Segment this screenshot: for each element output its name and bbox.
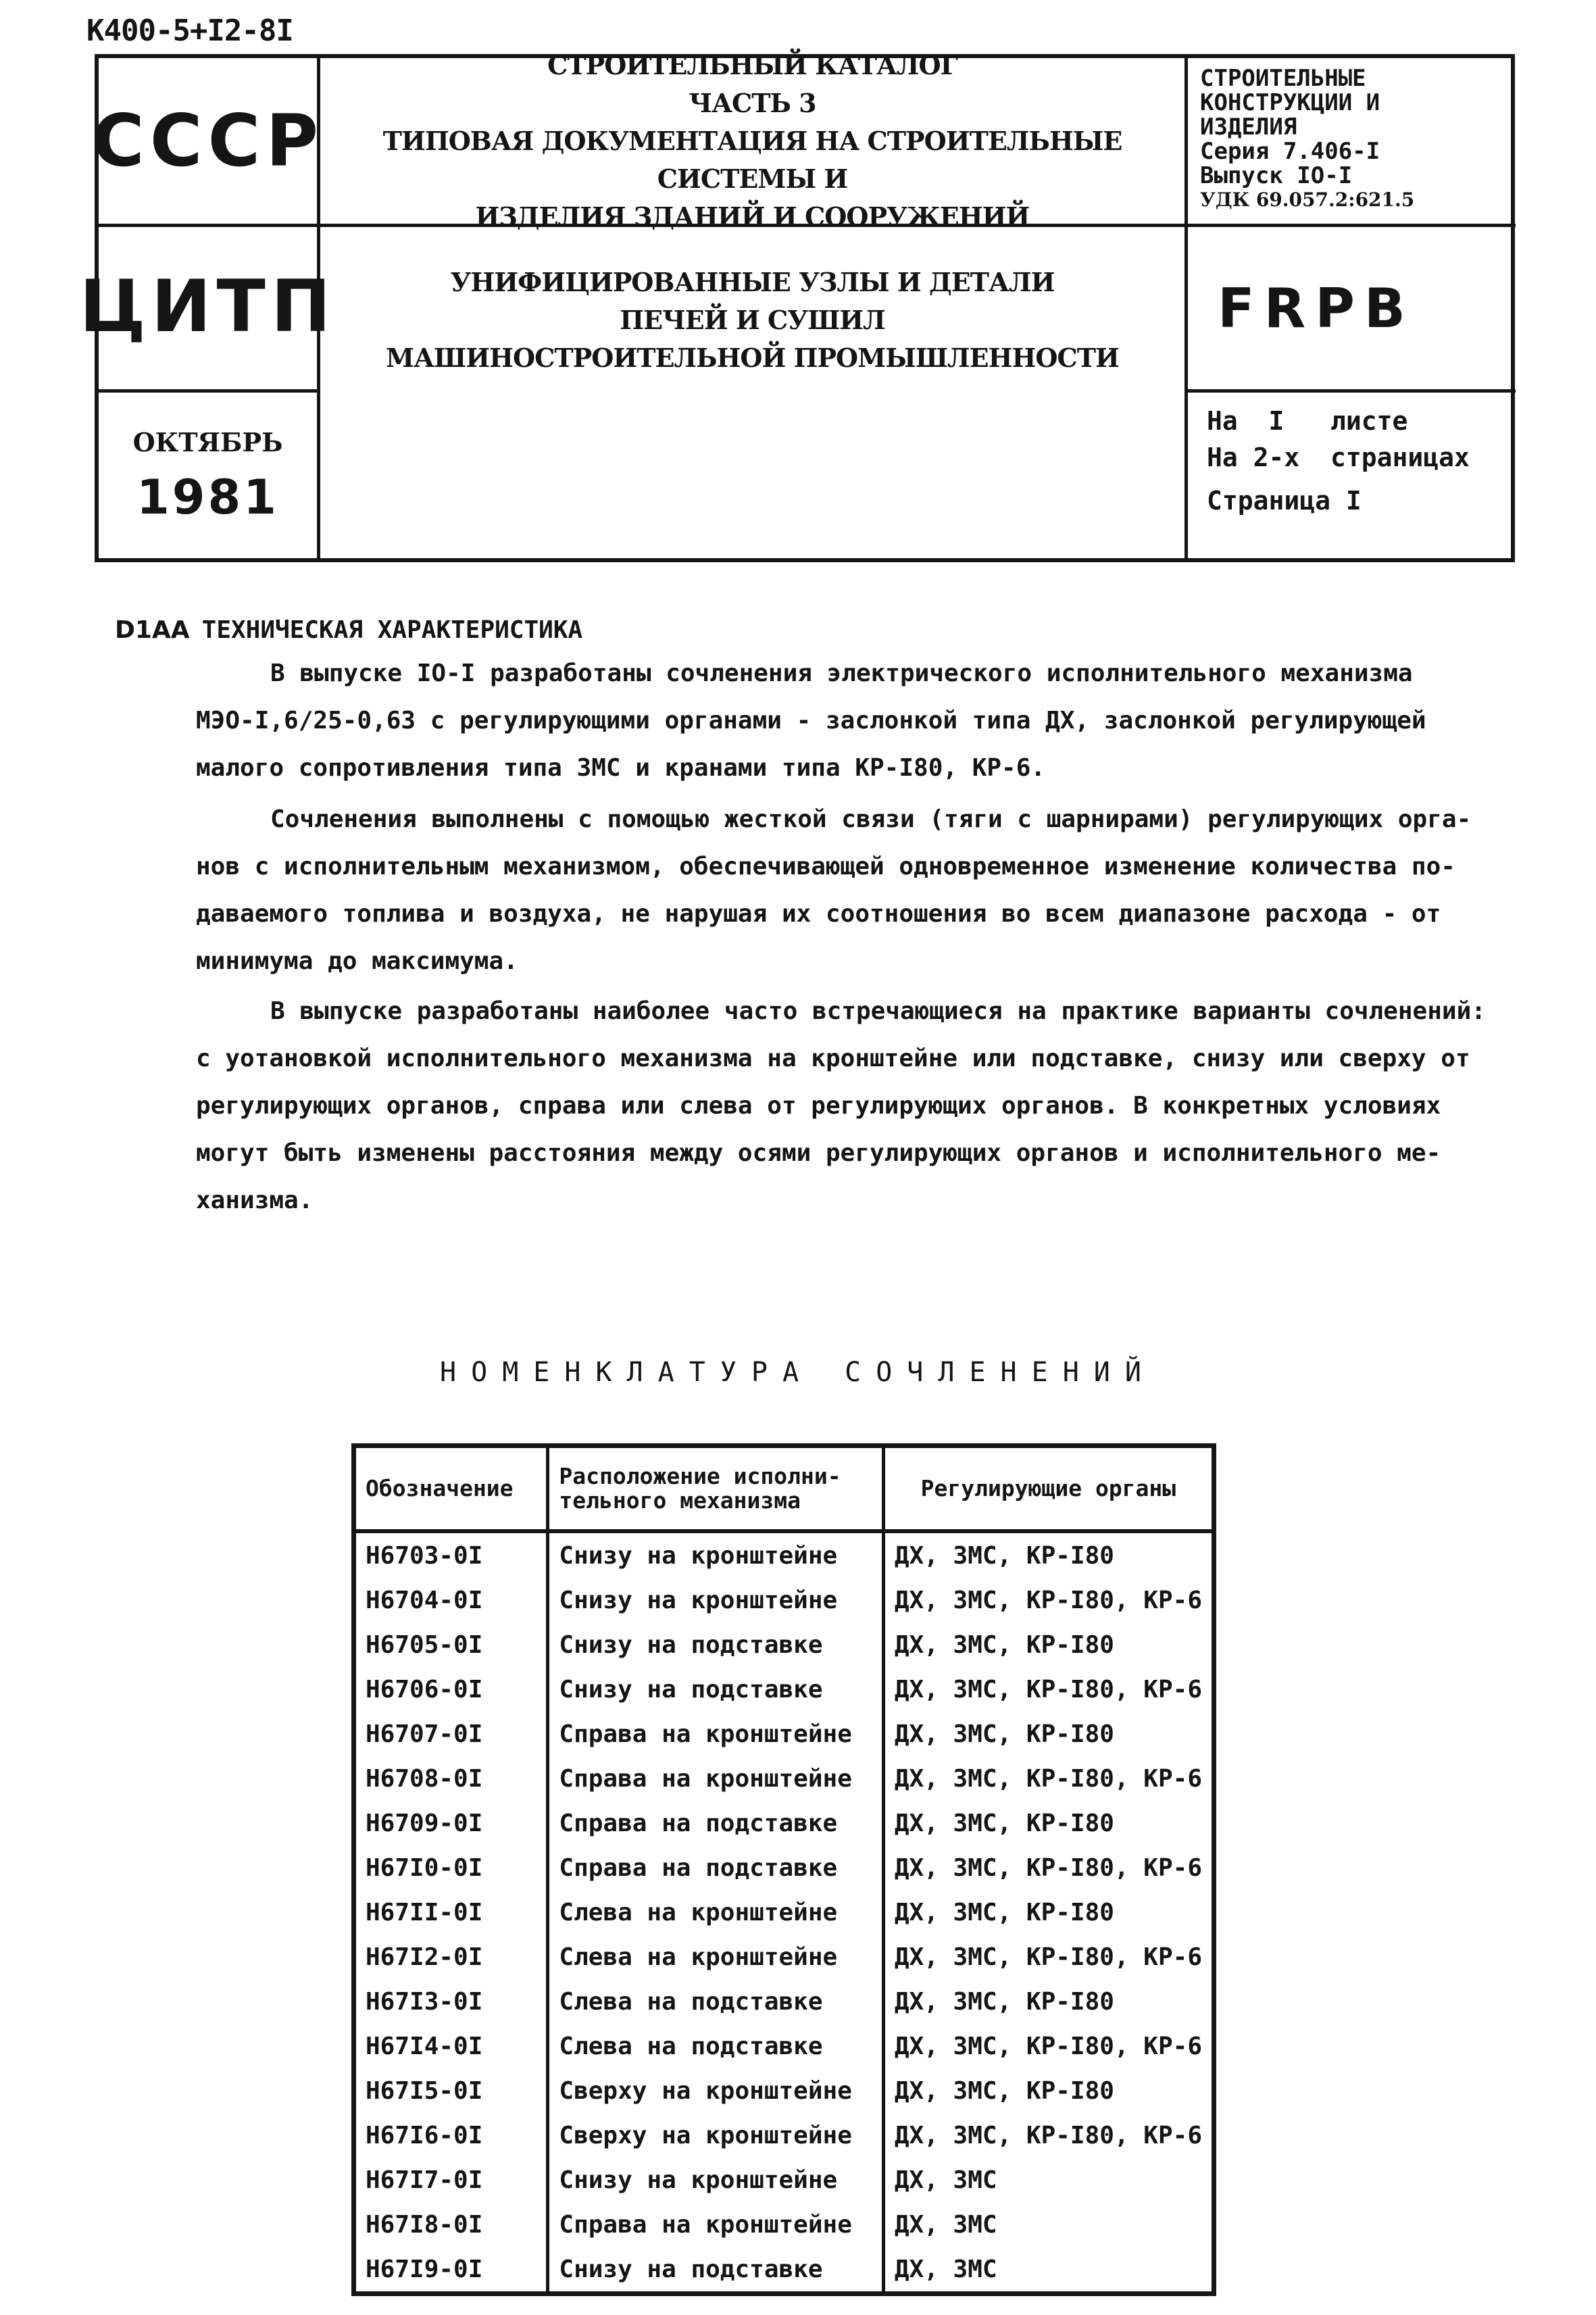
table-row bbox=[356, 2113, 1212, 2158]
text-line: ханизма. bbox=[196, 1187, 314, 1214]
cell-designation: Н67I3-0I bbox=[366, 1987, 483, 2016]
table-row bbox=[356, 2247, 1212, 2291]
table-row bbox=[356, 2158, 1212, 2202]
cell-placement: Сверху на кронштейне bbox=[548, 2068, 883, 2113]
cell-placement: Справа на кронштейне bbox=[548, 1712, 883, 1756]
title-line: ПЕЧЕЙ И СУШИЛ bbox=[620, 305, 885, 335]
cell-organs: ДХ, ЗМС, КР-I80, КР-6 bbox=[883, 1756, 1212, 1801]
sheet-info bbox=[1207, 403, 1511, 558]
month-label: ОКТЯБРЬ bbox=[132, 426, 283, 457]
cell-designation: Н6709-0I bbox=[366, 1809, 483, 1837]
table-row bbox=[356, 1712, 1212, 1756]
date-cell bbox=[99, 389, 317, 562]
cell-placement: Справа на подставке bbox=[548, 1845, 883, 1890]
cell-placement: Слева на кронштейне bbox=[548, 1890, 883, 1935]
udk-line: УДК 69.057.2:621.5 bbox=[1200, 189, 1415, 211]
document-title bbox=[320, 227, 1184, 382]
cell-designation: Н67I5-0I bbox=[366, 2076, 483, 2105]
header-regulating-organs: Регулирующие органы bbox=[883, 1448, 1212, 1531]
header-designation: Обозначение bbox=[356, 1448, 548, 1531]
cell-designation: Н6705-0I bbox=[366, 1631, 483, 1659]
catalog-line: ИЗДЕЛИЯ ЗДАНИЙ И СООРУЖЕНИЙ bbox=[475, 201, 1030, 232]
paragraph-3 bbox=[196, 988, 1486, 1224]
cell-placement: Справа на кронштейне bbox=[548, 2202, 883, 2247]
table-row bbox=[356, 1890, 1212, 1935]
cell-organs: ДХ, ЗМС bbox=[883, 2247, 1212, 2291]
year-label: 1981 bbox=[136, 469, 279, 525]
table-row bbox=[356, 1801, 1212, 1845]
cell-organs: ДХ, ЗМС, КР-I80, КР-6 bbox=[883, 2113, 1212, 2158]
country-label: СССР bbox=[91, 99, 324, 182]
sheet-line: На 2-х страницах bbox=[1207, 443, 1470, 472]
paragraph-1 bbox=[196, 650, 1466, 792]
title-line: УНИФИЦИРОВАННЫЕ УЗЛЫ И ДЕТАЛИ bbox=[450, 267, 1055, 297]
table-row bbox=[356, 1578, 1212, 1622]
cell-designation: Н67I9-0I bbox=[366, 2255, 483, 2283]
cell-designation: Н67I4-0I bbox=[366, 2032, 483, 2060]
series-line: Выпуск IO-I bbox=[1200, 162, 1353, 189]
cell-organs: ДХ, ЗМС, КР-I80 bbox=[883, 1801, 1212, 1845]
sheet-line: На I листе bbox=[1207, 406, 1408, 436]
table-row bbox=[356, 1935, 1212, 1979]
cell-designation: Н6707-0I bbox=[366, 1720, 483, 1748]
catalog-title bbox=[320, 49, 1184, 232]
cell-designation: Н67I8-0I bbox=[366, 2210, 483, 2239]
cell-placement: Слева на подставке bbox=[548, 2024, 883, 2068]
cell-placement: Слева на подставке bbox=[548, 1979, 883, 2024]
frpb-code: FRPB bbox=[1218, 276, 1415, 340]
cell-designation: Н67II-0I bbox=[366, 1898, 483, 1926]
paragraph-2 bbox=[196, 796, 1472, 985]
text-line: даваемого топлива и воздуха, не нарушая их соотношения во всем диапазоне расхода - от bbox=[196, 900, 1441, 928]
cell-placement: Снизу на подставке bbox=[548, 2247, 883, 2291]
section-heading bbox=[115, 616, 582, 644]
cell-designation: Н6708-0I bbox=[366, 1764, 483, 1793]
text-line: малого сопротивления типа ЗМС и кранами типа КР-I80, КР-6. bbox=[196, 754, 1046, 782]
cell-placement: Справа на подставке bbox=[548, 1801, 883, 1845]
text-line: нов с исполнительным механизмом, обеспечивающей одновременное изменение количества по- bbox=[196, 853, 1455, 880]
cell-placement: Снизу на кронштейне bbox=[548, 1578, 883, 1622]
catalog-line: СТРОИТЕЛЬНЫЙ КАТАЛОГ bbox=[547, 49, 957, 80]
series-info bbox=[1200, 66, 1511, 224]
title-line: МАШИНОСТРОИТЕЛЬНОЙ ПРОМЫШЛЕННОСТИ bbox=[386, 343, 1119, 373]
cell-placement: Сверху на кронштейне bbox=[548, 2113, 883, 2158]
cell-placement: Справа на кронштейне bbox=[548, 1756, 883, 1801]
text-line: минимума до максимума. bbox=[196, 947, 518, 975]
cell-designation: Н6704-0I bbox=[366, 1586, 483, 1614]
cell-organs: ДХ, ЗМС, КР-I80, КР-6 bbox=[883, 1845, 1212, 1890]
cell-organs: ДХ, ЗМС, КР-I80 bbox=[883, 1712, 1212, 1756]
cell-organs: ДХ, ЗМС, КР-I80, КР-6 bbox=[883, 1667, 1212, 1712]
table-row bbox=[356, 2068, 1212, 2113]
cell-placement: Слева на кронштейне bbox=[548, 1935, 883, 1979]
cell-organs: ДХ, ЗМС, КР-I80 bbox=[883, 1890, 1212, 1935]
header-placement: Расположение исполни-тельного механизма bbox=[548, 1448, 883, 1531]
table-body bbox=[356, 1531, 1212, 2291]
cell-organs: ДХ, ЗМС, КР-I80 bbox=[883, 1531, 1212, 1578]
cell-organs: ДХ, ЗМС, КР-I80, КР-6 bbox=[883, 1578, 1212, 1622]
cell-designation: Н6706-0I bbox=[366, 1675, 483, 1703]
cell-designation: Н67I0-0I bbox=[366, 1853, 483, 1882]
cell-organs: ДХ, ЗМС, КР-I80, КР-6 bbox=[883, 1935, 1212, 1979]
table-header-row bbox=[356, 1448, 1212, 1531]
text-line: В выпуске IO-I разработаны сочленения электрического исполнительного механизма bbox=[270, 659, 1413, 687]
document-code: К400-5+I2-8I bbox=[86, 14, 293, 48]
sheet-line: Страница I bbox=[1207, 486, 1362, 516]
table-row bbox=[356, 1622, 1212, 1667]
nomenclature-table bbox=[351, 1443, 1216, 2296]
cell-designation: Н6703-0I bbox=[366, 1541, 483, 1570]
text-line: В выпуске разработаны наиболее часто встречающиеся на практике варианты сочленений: bbox=[270, 997, 1486, 1025]
cell-organs: ДХ, ЗМС bbox=[883, 2202, 1212, 2247]
cell-designation: Н67I6-0I bbox=[366, 2121, 483, 2149]
table-row bbox=[356, 2024, 1212, 2068]
series-line: Серия 7.406-I bbox=[1200, 138, 1380, 165]
cell-designation: Н67I2-0I bbox=[366, 1943, 483, 1971]
table-row bbox=[356, 2202, 1212, 2247]
cell-organs: ДХ, ЗМС, КР-I80 bbox=[883, 1622, 1212, 1667]
title-block bbox=[79, 49, 1515, 562]
cell-designation: Н67I7-0I bbox=[366, 2166, 483, 2194]
cell-organs: ДХ, ЗМС, КР-I80 bbox=[883, 1979, 1212, 2024]
text-line: МЭО-I,6/25-0,63 с регулирующими органами - заслонкой типа ДХ, заслонкой регулирующей bbox=[196, 707, 1426, 735]
divider bbox=[1184, 389, 1516, 393]
table-row bbox=[356, 1756, 1212, 1801]
table-row bbox=[356, 1979, 1212, 2024]
table-row bbox=[356, 1845, 1212, 1890]
section-title: ТЕХНИЧЕСКАЯ ХАРАКТЕРИСТИКА bbox=[201, 616, 583, 644]
cell-organs: ДХ, ЗМС, КР-I80, КР-6 bbox=[883, 2024, 1212, 2068]
cell-organs: ДХ, ЗМС, КР-I80 bbox=[883, 2068, 1212, 2113]
catalog-line: ЧАСТЬ 3 bbox=[689, 87, 816, 118]
org-label: ЦИТП bbox=[79, 265, 336, 348]
section-tag: D1АА bbox=[115, 616, 190, 644]
table-row bbox=[356, 1667, 1212, 1712]
text-line: Сочленения выполнены с помощью жесткой связи (тяги с шарнирами) регулирующих орга- bbox=[270, 805, 1472, 833]
cell-placement: Снизу на подставке bbox=[548, 1667, 883, 1712]
series-line: СТРОИТЕЛЬНЫЕ bbox=[1200, 65, 1366, 92]
series-line: ИЗДЕЛИЯ bbox=[1200, 114, 1297, 141]
series-line: КОНСТРУКЦИИ И bbox=[1200, 89, 1380, 116]
cell-organs: ДХ, ЗМС bbox=[883, 2158, 1212, 2202]
table-title: НОМЕНКЛАТУРА СОЧЛЕНЕНИЙ bbox=[440, 1357, 1156, 1388]
cell-placement: Снизу на кронштейне bbox=[548, 1531, 883, 1578]
catalog-line: ТИПОВАЯ ДОКУМЕНТАЦИЯ НА СТРОИТЕЛЬНЫЕ СИСТЕМЫ И bbox=[382, 125, 1122, 194]
text-line: регулирующих органов, справа или слева от регулирующих органов. В конкретных условиях bbox=[196, 1092, 1441, 1120]
cell-placement: Снизу на кронштейне bbox=[548, 2158, 883, 2202]
table-row bbox=[356, 1531, 1212, 1578]
text-line: с уотановкой исполнительного механизма на кронштейне или подставке, снизу или сверху от bbox=[196, 1045, 1470, 1072]
text-line: могут быть изменены расстояния между осями регулирующих органов и исполнительного ме- bbox=[196, 1139, 1441, 1167]
cell-placement: Снизу на подставке bbox=[548, 1622, 883, 1667]
